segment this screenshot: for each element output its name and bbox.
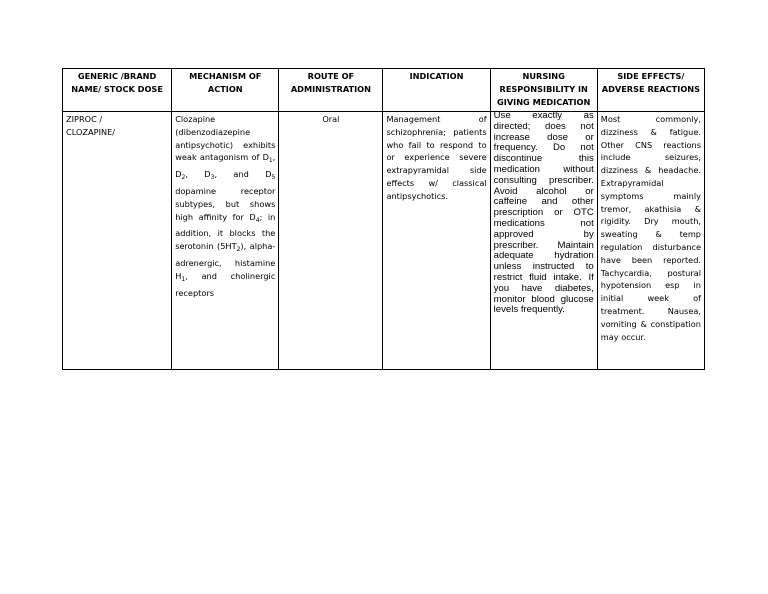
header-side-effects: SIDE EFFECTS/ ADVERSE REACTIONS xyxy=(597,69,704,112)
cell-mechanism-of-action xyxy=(172,112,279,370)
cell-side-effects xyxy=(597,112,704,370)
cell-route-of-administration xyxy=(279,112,383,370)
brand-name-line: CLOZAPINE/ xyxy=(66,126,116,137)
route-text: Oral xyxy=(322,114,340,124)
header-mechanism-of-action: MECHANISM OF ACTION xyxy=(172,69,279,112)
header-generic-brand-name: GENERIC /BRAND NAME/ STOCK DOSE xyxy=(63,69,172,112)
cell-indication xyxy=(383,112,490,370)
side-effects-text: Most commonly, dizziness & fatigue. Other CNS reactions include seizures, dizziness & headache. Extrapyramidal symptoms mainly tremor, akathisia & rigidity. Dry mouth, sweating & temp regulation disturbance have been reported. Tachycardia, postural hypotension esp in initial week of treatment. Nausea, vomiting & constipation may occur. xyxy=(600,114,701,342)
drug-study-table xyxy=(62,68,705,370)
generic-name-line: ZIPROC / xyxy=(66,114,103,124)
mechanism-text: Clozapine (dibenzodiazepine antipsychotic) exhibits weak antagonism of $D_1$, $D_2$, $D_3$, and $D_5$ dopamine receptor subtypes, but shows high affinity for $D_4$; in addition, it blocks the serotonin $(5HT_2)$, alpha-adrenergic, histamine $H_1$, and cholinergic receptors xyxy=(175,114,276,298)
indication-text: Management of schizophrenia; patients who fail to respond to or experience severe extrapyramidal side effects w/ classical antipsychotics. xyxy=(386,114,487,201)
header-indication: INDICATION xyxy=(383,69,490,112)
header-route-of-administration: ROUTE OF ADMINISTRATION xyxy=(279,69,383,112)
table-row xyxy=(63,112,705,370)
cell-nursing-responsibility xyxy=(490,112,597,370)
header-nursing-responsibility: NURSING RESPONSIBILITY IN GIVING MEDICATION xyxy=(490,69,597,112)
nursing-responsibility-text: Use exactly as directed; does not increase dose or frequency. Do not discontinue this medication without consulting prescriber. Avoid alcohol or caffeine and other prescription or OTC medications not approved by prescriber. Maintain adequate hydration unless instructed to restrict fluid intake. If you have diabetes, monitor blood glucose levels frequently. xyxy=(493,110,594,316)
cell-generic-brand-name xyxy=(63,112,172,370)
table-header-row xyxy=(63,69,705,112)
